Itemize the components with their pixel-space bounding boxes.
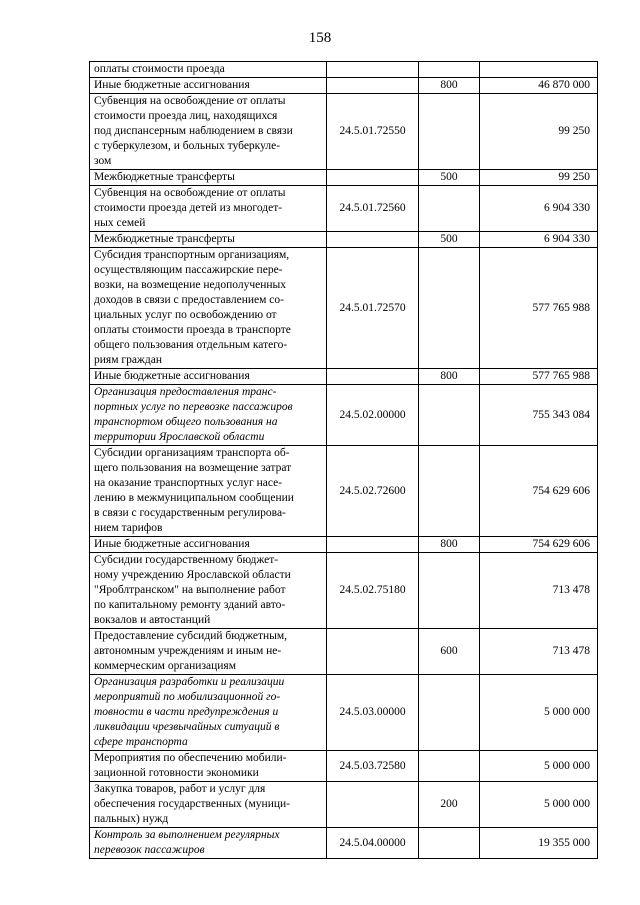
table-row	[90, 78, 598, 94]
table-row	[90, 782, 598, 828]
row-code: 24.5.01.72560	[327, 186, 419, 232]
table-row	[90, 537, 598, 553]
row-expense-type	[419, 446, 480, 537]
row-code	[327, 78, 419, 94]
row-expense-type	[419, 94, 480, 170]
table-row	[90, 385, 598, 446]
row-code	[327, 232, 419, 248]
row-code	[327, 537, 419, 553]
row-amount: 577 765 988	[480, 369, 598, 385]
budget-table	[89, 61, 598, 859]
row-expense-type: 800	[419, 537, 480, 553]
row-expense-type: 800	[419, 78, 480, 94]
row-code	[327, 782, 419, 828]
row-code: 24.5.03.00000	[327, 675, 419, 751]
row-amount: 577 765 988	[480, 248, 598, 369]
row-expense-type: 800	[419, 369, 480, 385]
table-row	[90, 446, 598, 537]
table-row	[90, 248, 598, 369]
row-name: Иные бюджетные ассигнования	[90, 537, 327, 553]
row-code: 24.5.03.72580	[327, 751, 419, 782]
row-expense-type	[419, 62, 480, 78]
row-name: Субвенция на освобождение от оплаты стоимости проезда детей из многодет- ных семей	[90, 186, 327, 232]
row-name: Мероприятия по обеспечению мобили- зационной готовности экономики	[90, 751, 327, 782]
row-expense-type: 600	[419, 629, 480, 675]
row-name: Предоставление субсидий бюджетным, автономным учреждениям и иным не- коммерческим организациям	[90, 629, 327, 675]
row-expense-type	[419, 385, 480, 446]
page-number: 158	[308, 30, 332, 46]
table-row	[90, 828, 598, 859]
row-name: Субвенция на освобождение от оплаты стоимости проезда лиц, находящихся под диспансерным наблюдением в связи с туберкулезом, и больных туберкуле- зом	[90, 94, 327, 170]
row-amount: 99 250	[480, 94, 598, 170]
row-name: оплаты стоимости проезда	[90, 62, 327, 78]
row-code	[327, 170, 419, 186]
row-expense-type: 500	[419, 232, 480, 248]
row-amount: 99 250	[480, 170, 598, 186]
row-amount: 6 904 330	[480, 232, 598, 248]
row-amount: 754 629 606	[480, 537, 598, 553]
row-name: Организация предоставления транс- портных услуг по перевозке пассажиров транспортом общего пользования на территории Ярославской области	[90, 385, 327, 446]
table-row	[90, 629, 598, 675]
row-expense-type: 500	[419, 170, 480, 186]
row-name: Закупка товаров, работ и услуг для обеспечения государственных (муници- пальных) нужд	[90, 782, 327, 828]
row-amount: 754 629 606	[480, 446, 598, 537]
row-expense-type	[419, 675, 480, 751]
row-code	[327, 629, 419, 675]
row-amount	[480, 62, 598, 78]
row-name: Иные бюджетные ассигнования	[90, 78, 327, 94]
table-row	[90, 553, 598, 629]
row-code: 24.5.01.72570	[327, 248, 419, 369]
row-amount: 713 478	[480, 553, 598, 629]
row-name: Иные бюджетные ассигнования	[90, 369, 327, 385]
row-name: Межбюджетные трансферты	[90, 232, 327, 248]
row-code: 24.5.02.75180	[327, 553, 419, 629]
budget-table-body	[90, 62, 598, 859]
row-expense-type	[419, 248, 480, 369]
row-name: Субсидии государственному бюджет- ному учреждению Ярославской области "Яроблтранском" на выполнение работ по капитальному ремонту зданий авто- вокзалов и автостанций	[90, 553, 327, 629]
row-amount: 6 904 330	[480, 186, 598, 232]
row-code: 24.5.02.00000	[327, 385, 419, 446]
row-expense-type: 200	[419, 782, 480, 828]
table-row	[90, 62, 598, 78]
row-amount: 755 343 084	[480, 385, 598, 446]
row-amount: 5 000 000	[480, 782, 598, 828]
table-row	[90, 186, 598, 232]
row-code: 24.5.01.72550	[327, 94, 419, 170]
row-code: 24.5.04.00000	[327, 828, 419, 859]
row-code	[327, 62, 419, 78]
row-amount: 5 000 000	[480, 751, 598, 782]
row-amount: 46 870 000	[480, 78, 598, 94]
row-name: Организация разработки и реализации мероприятий по мобилизационной го- товности в части предупреждения и ликвидации чрезвычайных ситуаций в сфере транспорта	[90, 675, 327, 751]
row-name: Субсидия транспортным организациям, осуществляющим пассажирские пере- возки, на возмещение недополученных доходов в связи с предоставлением со- циальных услуг по освобождению от оплаты стоимости проезда в транспорте общего пользования отдельным катего- риям граждан	[90, 248, 327, 369]
table-row	[90, 170, 598, 186]
table-row	[90, 751, 598, 782]
row-code	[327, 369, 419, 385]
table-row	[90, 94, 598, 170]
row-amount: 19 355 000	[480, 828, 598, 859]
table-row	[90, 369, 598, 385]
row-name: Межбюджетные трансферты	[90, 170, 327, 186]
row-expense-type	[419, 186, 480, 232]
table-row	[90, 675, 598, 751]
row-expense-type	[419, 751, 480, 782]
row-code: 24.5.02.72600	[327, 446, 419, 537]
row-name: Субсидии организациям транспорта об- щего пользования на возмещение затрат на оказание транспортных услуг насе- лению в межмуниципальном сообщении в связи с государственным регулирова- нием тарифов	[90, 446, 327, 537]
row-expense-type	[419, 828, 480, 859]
row-amount: 713 478	[480, 629, 598, 675]
row-name: Контроль за выполнением регулярных перевозок пассажиров	[90, 828, 327, 859]
table-row	[90, 232, 598, 248]
row-amount: 5 000 000	[480, 675, 598, 751]
row-expense-type	[419, 553, 480, 629]
